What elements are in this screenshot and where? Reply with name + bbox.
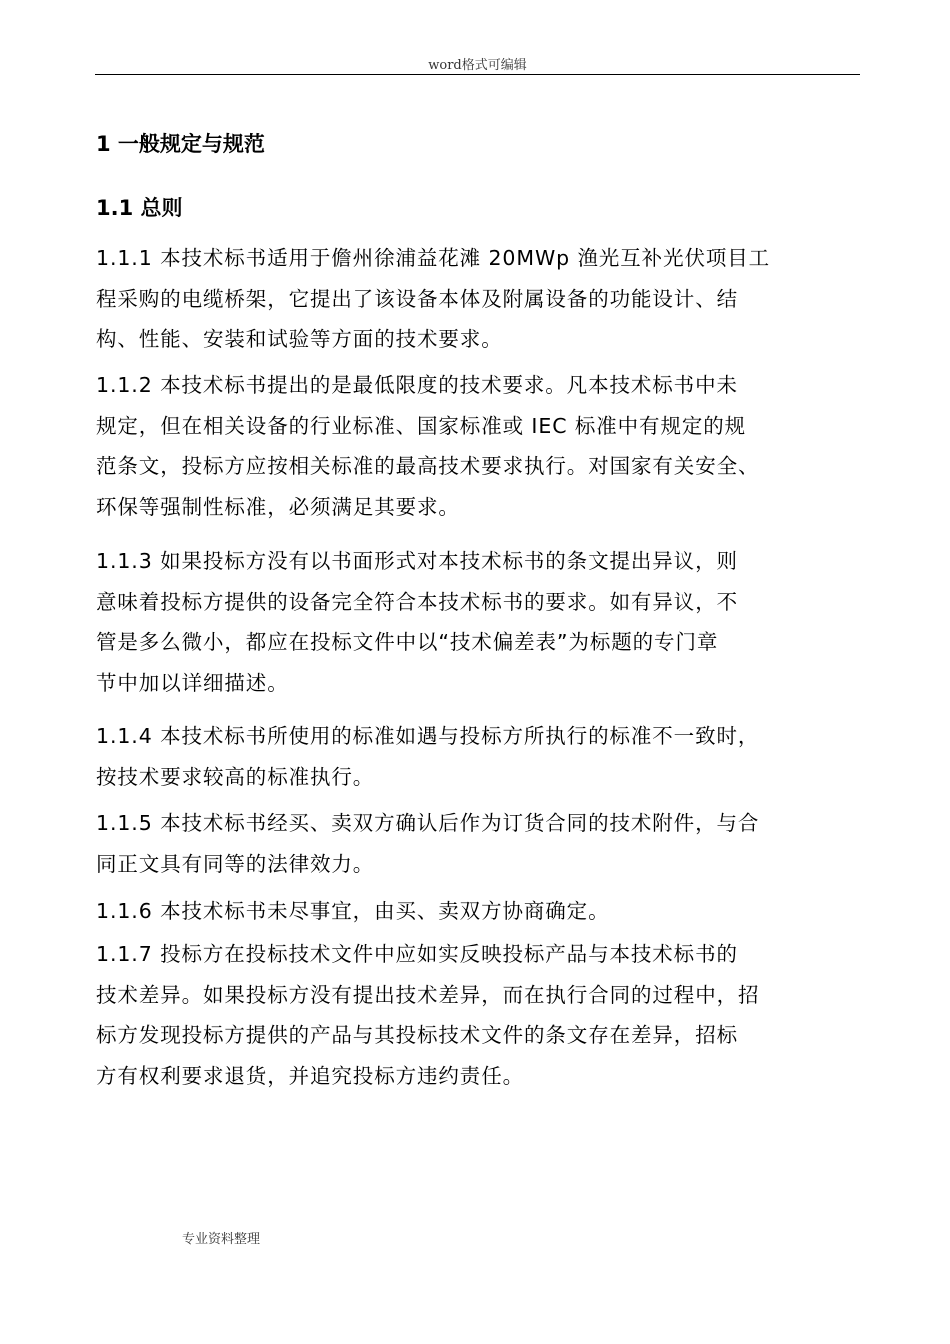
text-line: 规定，但在相关设备的行业标准、国家标准或 IEC 标准中有规定的规 [96,413,747,438]
text-line: 构、性能、安装和试验等方面的技术要求。 [96,327,503,351]
clause-1-1-5 [96,803,860,884]
page-header: word格式可编辑 [428,58,527,73]
text-line: 范条文，投标方应按相关标准的最高技术要求执行。对国家有关安全、 [96,454,760,478]
text-line: 1.1.5 本技术标书经买、卖双方确认后作为订货合同的技术附件，与合 [96,811,760,835]
subsection-heading: 1.1 总则 [96,196,183,220]
clause-1-1-4 [96,716,860,797]
text-line: 程采购的电缆桥架，它提出了该设备本体及附属设备的功能设计、结 [96,286,738,311]
text-line: 同正文具有同等的法律效力。 [96,851,375,876]
text-line: 意味着投标方提供的设备完全符合本技术标书的要求。如有异议，不 [96,589,738,614]
clause-1-1-3 [96,541,860,703]
text-line: 管是多么微小，都应在投标文件中以“技术偏差表”为标题的专门章 [96,630,719,654]
clause-1-1-2 [96,365,860,527]
text-line: 1.1.6 本技术标书未尽事宜，由买、卖双方协商确定。 [96,899,610,923]
text-line: 技术差异。如果投标方没有提出技术差异，而在执行合同的过程中，招 [96,982,760,1007]
text-line: 环保等强制性标准，必须满足其要求。 [96,494,460,519]
text-line: 按技术要求较高的标准执行。 [96,764,375,789]
text-line: 1.1.1 本技术标书适用于儋州徐浦益花滩 20MWp 渔光互补光伏项目工 [96,246,771,270]
text-line: 1.1.3 如果投标方没有以书面形式对本技术标书的条文提出异议，则 [96,549,738,573]
text-line: 方有权利要求退货，并追究投标方违约责任。 [96,1063,524,1088]
clause-1-1-7 [96,934,860,1096]
header-divider [95,74,860,75]
page-footer: 专业资料整理 [182,1232,261,1247]
text-line: 节中加以详细描述。 [96,670,289,695]
text-line: 标方发现投标方提供的产品与其投标技术文件的条文存在差异，招标 [96,1023,738,1047]
text-line: 1.1.7 投标方在投标技术文件中应如实反映投标产品与本技术标书的 [96,942,738,966]
text-line: 1.1.4 本技术标书所使用的标准如遇与投标方所执行的标准不一致时， [96,724,760,748]
section-heading: 1 一般规定与规范 [96,132,265,156]
clause-1-1-6 [96,891,860,932]
text-line: 1.1.2 本技术标书提出的是最低限度的技术要求。凡本技术标书中未 [96,373,738,397]
clause-1-1-1 [96,238,860,360]
